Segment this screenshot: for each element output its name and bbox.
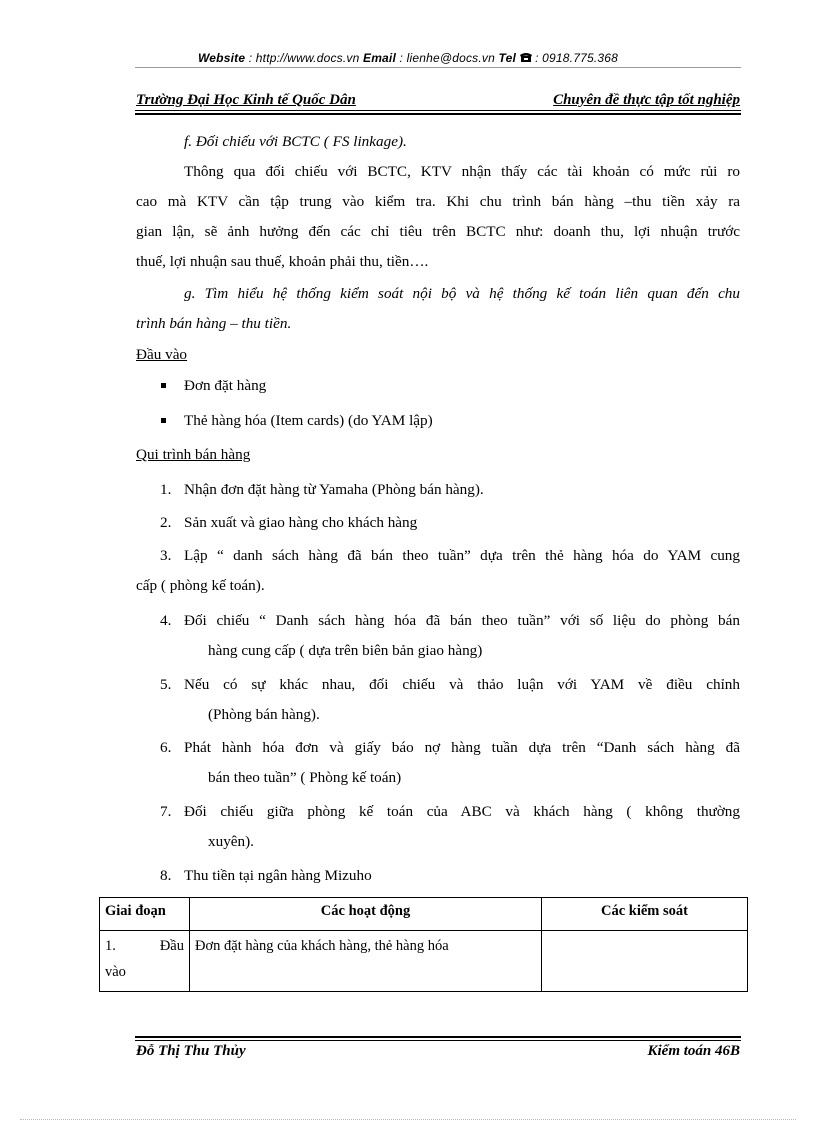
step-text: Đối chiếu “ Danh sách hàng hóa đã bán theo tuần” với số liệu do phòng bán — [184, 612, 740, 629]
bullet-icon — [161, 418, 166, 423]
para1-last-line: thuế, lợi nhuận sau thuế, khoản phải thu, tiền…. — [136, 253, 429, 270]
step-text: Nếu có sự khác nhau, đối chiếu và thảo luận với YAM về điều chỉnh — [184, 676, 740, 693]
header-rule-thick — [135, 113, 741, 115]
table-cell-activities: Đơn đặt hàng của khách hàng, thẻ hàng hóa — [190, 931, 542, 992]
process-table — [99, 897, 748, 992]
header-university: Trường Đại Học Kinh tế Quốc Dân — [136, 92, 356, 108]
section-f-heading: f. Đối chiếu với BCTC ( FS linkage). — [184, 133, 407, 150]
footer-class: Kiểm toán 46B — [647, 1043, 740, 1059]
step-number: 3. — [160, 547, 172, 564]
table-row — [100, 931, 748, 992]
step-text: Nhận đơn đặt hàng từ Yamaha (Phòng bán hàng). — [184, 481, 484, 498]
step-text: Đối chiếu giữa phòng kế toán của ABC và khách hàng ( không thường — [184, 803, 740, 820]
para1-line3: gian lận, sẽ ảnh hưởng đến các chỉ tiêu trên BCTC như: doanh thu, lợi nhuận trước — [136, 223, 740, 240]
step-number: 1. — [160, 481, 172, 498]
bullet-icon — [161, 383, 166, 388]
email-label: Email — [362, 51, 396, 65]
stage-cont: vào — [105, 964, 126, 980]
top-divider — [135, 67, 741, 68]
footer-rule-thick — [135, 1036, 741, 1038]
email-value[interactable]: : lienhe@docs.vn — [396, 51, 499, 65]
table-header-cell: Các hoạt động — [190, 898, 542, 931]
section-g-heading-line1: g. Tìm hiểu hệ thống kiểm soát nội bộ và hệ thống kế toán liên quan đến chu — [184, 285, 740, 302]
step-text-cont: hàng cung cấp ( dựa trên biên bản giao hàng) — [208, 642, 483, 659]
header-title: Chuyên đề thực tập tốt nghiệp — [553, 92, 740, 108]
step-text-cont: cấp ( phòng kế toán). — [136, 577, 265, 594]
input-item: Thẻ hàng hóa (Item cards) (do YAM lập) — [184, 412, 433, 429]
input-item: Đơn đặt hàng — [184, 377, 267, 394]
page-bottom-dots — [20, 1119, 796, 1120]
step-number: 7. — [160, 803, 172, 820]
table-cell-stage — [100, 931, 190, 992]
step-text-cont: xuyên). — [208, 833, 254, 850]
step-number: 8. — [160, 867, 172, 884]
step-text: Phát hành hóa đơn và giấy báo nợ hàng tuần dựa trên “Danh sách hàng đã — [184, 739, 740, 756]
step-number: 5. — [160, 676, 172, 693]
stage-number: 1. — [105, 938, 116, 954]
table-header-row — [100, 898, 748, 931]
stage-line — [105, 933, 184, 959]
footer-author: Đỗ Thị Thu Thủy — [136, 1043, 246, 1059]
step-number: 2. — [160, 514, 172, 531]
table-header-cell: Giai đoạn — [100, 898, 190, 931]
step-text: Lập “ danh sách hàng đã bán theo tuần” dựa trên thẻ hàng hóa do YAM cung — [184, 547, 740, 564]
step-text-cont: bán theo tuần” ( Phòng kế toán) — [208, 769, 402, 786]
step-number: 4. — [160, 612, 172, 629]
tel-value: : 0918.775.368 — [531, 51, 618, 65]
stage-word: Đầu — [159, 938, 184, 954]
tel-label: Tel — [498, 51, 517, 65]
website-value[interactable]: : http://www.docs.vn — [245, 51, 363, 65]
step-text-cont: (Phòng bán hàng). — [208, 706, 320, 723]
step-number: 6. — [160, 739, 172, 756]
table-cell-controls — [542, 931, 748, 992]
section-g-heading-line2: trình bán hàng – thu tiền. — [136, 315, 292, 332]
process-heading: Qui trình bán hàng — [136, 446, 251, 463]
para1-line1: Thông qua đối chiếu với BCTC, KTV nhận thấy các tài khoản có mức rủi ro — [184, 163, 740, 180]
step-text: Sản xuất và giao hàng cho khách hàng — [184, 514, 418, 531]
step-text: Thu tiền tại ngân hàng Mizuho — [184, 867, 372, 884]
website-label: Website — [198, 51, 246, 65]
site-info-line — [0, 51, 816, 66]
input-heading: Đầu vào — [136, 346, 188, 363]
footer-rule — [135, 1040, 741, 1041]
header-rule — [135, 110, 741, 111]
phone-icon — [520, 52, 532, 66]
table-header-cell: Các kiểm soát — [542, 898, 748, 931]
para1-line2: cao mà KTV cần tập trung vào kiểm tra. Khi chu trình bán hàng –thu tiền xảy ra — [136, 193, 740, 210]
